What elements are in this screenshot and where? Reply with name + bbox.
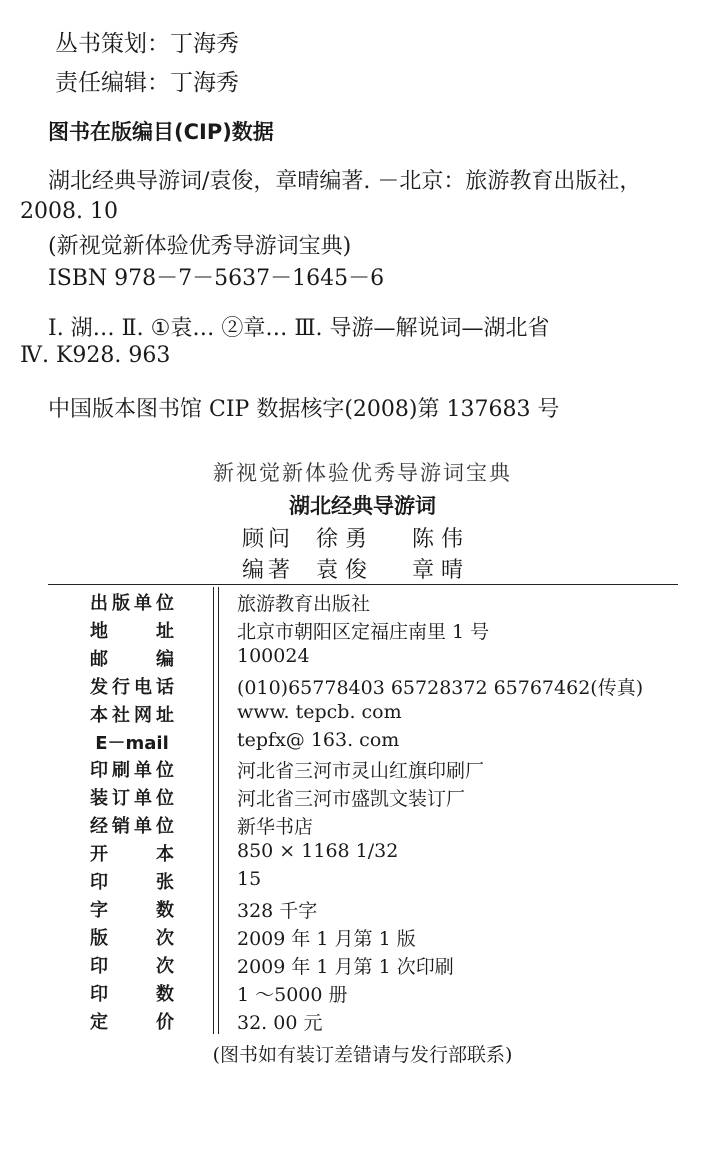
- authors-line: [242, 553, 504, 584]
- book-title: 湖北经典导游词: [289, 494, 436, 518]
- author-name: 袁 俊: [316, 558, 367, 583]
- author-role: 编著: [242, 558, 295, 583]
- cip-subject-line: Ⅰ. 湖… Ⅱ. ①袁… ②章… Ⅲ. 导游—解说词—湖北省: [48, 316, 550, 341]
- colophon-row: [0, 617, 725, 645]
- colophon-row-label: 出版单位: [90, 593, 174, 614]
- colophon-row-label: 开本: [90, 844, 174, 866]
- colophon-row-label: 印数: [90, 983, 174, 1005]
- cip-isbn-line: ISBN 978－7－5637－1645－6: [48, 266, 385, 291]
- author-name: 章 晴: [412, 558, 463, 583]
- responsible-editor-credit: 责任编辑：丁海秀: [55, 70, 239, 96]
- colophon-row-value: www. tepcb. com: [237, 700, 402, 723]
- colophon-row: [0, 589, 725, 617]
- colophon-row-value: 北京市朝阳区定福庄南里 1 号: [237, 620, 490, 643]
- colophon-row-value: 新华书店: [237, 816, 314, 839]
- colophon-row: [0, 784, 725, 812]
- colophon-row-label: 发行电话: [90, 676, 174, 698]
- colophon-row-value: 1 ～5000 册: [237, 983, 348, 1006]
- colophon-row-label: 版次: [90, 927, 174, 949]
- colophon-row: [0, 756, 725, 784]
- colophon-row-label: 定价: [90, 1011, 174, 1033]
- colophon-row-value: 河北省三河市盛凯文装订厂: [237, 788, 466, 811]
- colophon-row-label: E－mail: [95, 732, 169, 754]
- colophon-row-label: 印张: [90, 872, 174, 893]
- colophon-top-rule: [48, 584, 678, 585]
- colophon-row-value: 15: [237, 868, 262, 890]
- cip-record-line-1: 湖北经典导游词/袁俊，章晴编著. －北京：旅游教育出版社，: [48, 169, 642, 194]
- cip-heading: 图书在版编目(CIP)数据: [48, 120, 274, 144]
- cip-classification-line: Ⅳ. K928. 963: [20, 343, 171, 368]
- cip-record-line-2: 2008. 10: [20, 199, 118, 224]
- colophon-row-label: 印刷单位: [90, 760, 174, 782]
- colophon-row-label: 本社网址: [90, 704, 174, 726]
- colophon-row-label: 经销单位: [90, 816, 174, 838]
- colophon-row: [0, 924, 725, 952]
- advisors-line: [242, 522, 504, 553]
- colophon-row: [0, 840, 725, 868]
- colophon-row: [0, 896, 725, 924]
- colophon-row-label: 邮编: [90, 648, 174, 670]
- colophon-row-label: 装订单位: [90, 788, 174, 810]
- errata-note: (图书如有装订差错请与发行部联系): [212, 1044, 513, 1066]
- colophon-row-label: 字数: [90, 899, 174, 921]
- colophon-row-value: 旅游教育出版社: [237, 593, 371, 615]
- colophon-row: [0, 868, 725, 896]
- colophon-row-value: 850 × 1168 1/32: [237, 840, 399, 863]
- colophon-row: [0, 645, 725, 673]
- advisor-name: 徐 勇: [316, 527, 367, 552]
- cip-series-line: (新视觉新体验优秀导游词宝典): [48, 234, 352, 259]
- advisor-name: 陈 伟: [412, 527, 463, 552]
- series-name: 新视觉新体验优秀导游词宝典: [213, 461, 512, 485]
- colophon-row-value: 100024: [237, 644, 310, 667]
- series-planner-credit: 丛书策划：丁海秀: [55, 31, 239, 57]
- colophon-row-value: (010)65778403 65728372 65767462(传真): [237, 676, 644, 699]
- colophon-row-value: 328 千字: [237, 899, 318, 922]
- colophon-row-label: 印次: [90, 955, 174, 977]
- colophon-row-value: tepfx@ 163. com: [237, 728, 400, 751]
- cip-approval-number-line: 中国版本图书馆 CIP 数据核字(2008)第 137683 号: [48, 397, 560, 422]
- colophon-row-value: 2009 年 1 月第 1 次印刷: [237, 955, 454, 978]
- colophon-row-value: 2009 年 1 月第 1 版: [237, 927, 416, 950]
- colophon-row: [0, 673, 725, 701]
- colophon-row: [0, 952, 725, 980]
- colophon-row: [0, 701, 725, 729]
- colophon-row: [0, 729, 725, 757]
- advisor-role: 顾问: [242, 527, 295, 552]
- colophon-row-label: 地址: [90, 620, 174, 642]
- colophon-row-value: 河北省三河市灵山红旗印刷厂: [237, 760, 485, 783]
- colophon-row: [0, 812, 725, 840]
- colophon-row: [0, 1008, 725, 1036]
- colophon-row: [0, 980, 725, 1008]
- colophon-row-value: 32. 00 元: [237, 1011, 323, 1034]
